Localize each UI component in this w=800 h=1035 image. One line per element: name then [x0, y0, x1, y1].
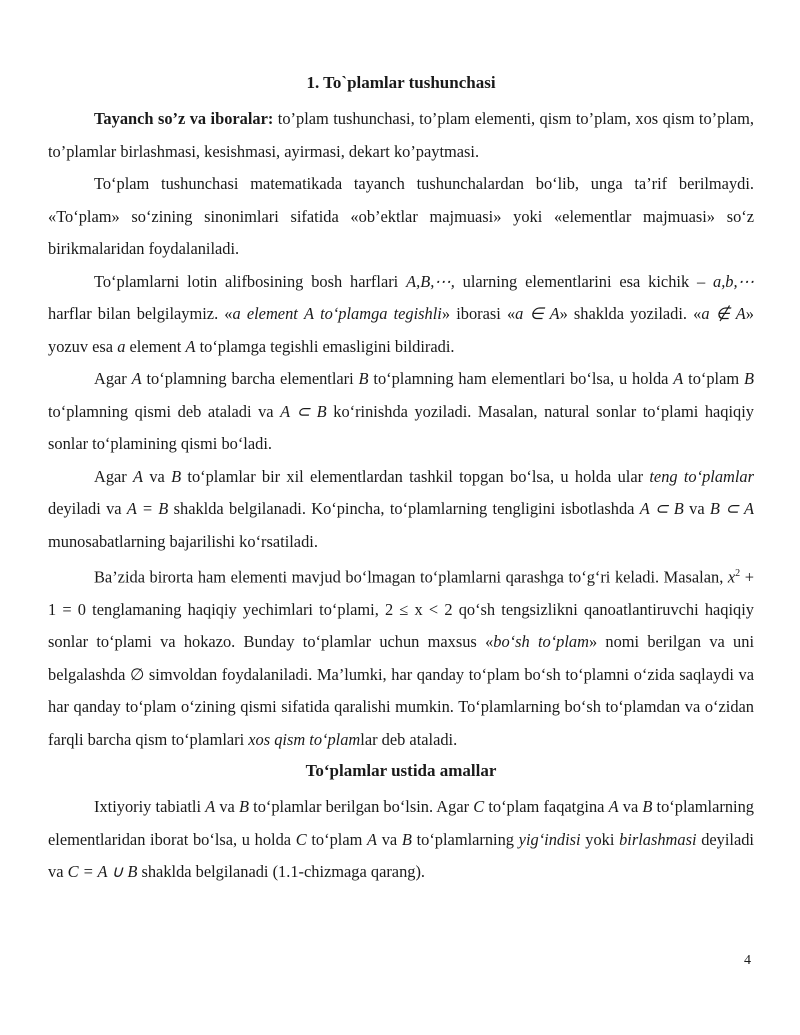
- text: to‘plamlarning: [411, 829, 519, 849]
- text: » nomi berilgan va uni belgalashda: [48, 632, 755, 684]
- math-expression: A: [185, 336, 196, 356]
- math-expression: + 1 = 0: [48, 567, 754, 619]
- italic-text: yig‘indisi: [518, 829, 581, 849]
- italic-text: bo‘sh to‘plam: [493, 632, 589, 652]
- text: » shaklda yoziladi. «: [559, 304, 702, 323]
- math-expression: A: [367, 829, 378, 849]
- italic-text: xos qism to‘plam: [248, 729, 361, 749]
- text: shaklda belgilanadi. Ko‘pincha, to‘plamlarning tengligini isbotlashda: [168, 499, 640, 518]
- text: Agar: [94, 466, 134, 486]
- text: to‘plamga tegishli emasligini bildiradi.: [195, 336, 455, 356]
- paragraph-notation: [48, 266, 754, 364]
- math-expression: A,B,⋯,: [406, 271, 455, 291]
- text: Ixtiyoriy tabiatli: [94, 797, 206, 817]
- math-expression: x: [727, 567, 736, 587]
- text: deyiladi va: [48, 829, 754, 882]
- text: va: [215, 797, 239, 817]
- text: to‘plamlar berilgan bo‘lsin. Agar: [249, 797, 474, 817]
- page-number: 4: [744, 953, 751, 968]
- text: Ba’zida birorta ham elementi mavjud bo‘lmagan to‘plamlarni qarashga to‘g‘ri keladi. Masalan,: [94, 567, 728, 587]
- text: to‘plamning qismi deb ataladi va: [48, 401, 281, 421]
- italic-text: element: [240, 304, 304, 323]
- text: shaklda belgilanadi (1.1-chizmaga qarang).: [137, 862, 426, 882]
- text: » yozuv esa: [48, 304, 754, 356]
- text: lar deb ataladi.: [360, 729, 458, 749]
- math-expression: A = B: [126, 499, 169, 518]
- paragraph-union: [48, 791, 754, 889]
- text: deyiladi va: [48, 499, 127, 518]
- text: to‘plamning ham elementlari bo‘lsa, u holda: [368, 369, 674, 388]
- text: va: [143, 466, 172, 486]
- math-expression: a ∉ A: [701, 304, 746, 323]
- text: va: [618, 797, 643, 817]
- keywords-label: Tayanch so’z va iboralar:: [94, 109, 274, 128]
- text: simvoldan foydalaniladi. Ma’lumki, har qanday to‘plam bo‘sh to‘plamni o‘zida saqlaydi va har qanday to‘plam o‘zining qismi sifatida qaralishi mumkin. To‘plamlarning bo‘sh to‘plamdan va o‘zidan farqli barcha qism to‘plamlari: [48, 664, 754, 749]
- math-expression: C = A ∪ B: [67, 862, 138, 882]
- math-expression: B: [743, 369, 754, 388]
- text: element: [125, 336, 186, 356]
- text: to‘plamlar bir xil elementlardan tashkil topgan bo‘lsa, u holda ular: [181, 466, 650, 486]
- text: to‘plam: [306, 829, 368, 849]
- text: » iborasi «: [441, 304, 516, 323]
- paragraph-empty-set: [48, 558, 754, 756]
- text: qo‘sh tengsizlikni qanoatlantiruvchi haqiqiy sonlar to‘plami va hokazo. Bunday to‘plamlar uchun maxsus «: [48, 599, 754, 652]
- paragraph-subset: [48, 363, 754, 461]
- text: To‘plamlarni lotin alifbosining bosh harflari: [94, 271, 407, 291]
- subsection-heading: To‘plamlar ustida amallar: [305, 761, 497, 781]
- italic-text: teng to‘plamlar: [649, 466, 754, 486]
- math-expression: A ⊂ B: [280, 401, 327, 421]
- math-expression: B: [401, 829, 412, 849]
- italic-text: birlashmasi: [619, 829, 697, 849]
- paragraph-equal-sets: [48, 461, 754, 559]
- math-expression: A: [608, 797, 619, 817]
- text: to‘plam faqatgina: [484, 797, 609, 817]
- italic-text: to‘plamga tegishli: [313, 304, 442, 323]
- text: harflar bilan belgilaymiz. «: [48, 304, 233, 323]
- math-expression: A: [205, 797, 216, 817]
- math-expression: a ∈ A: [515, 304, 560, 323]
- text: to‘plamlarning elementlaridan iborat bo‘lsa, u holda: [48, 797, 754, 849]
- paragraph-set-definition: To‘plam tushunchasi matematikada tayanch tushunchalardan bo‘lib, unga ta’rif berilmaydi. «To‘plam» so‘zining sinonimlari sifatida «ob’ektlar majmuasi» yoki «elementlar majmuasi» so‘z birikmalaridan foydalaniladi.: [48, 174, 754, 258]
- math-superscript: 2: [735, 568, 741, 579]
- text: munosabatlarning bajarilishi ko‘rsatiladi.: [48, 531, 318, 551]
- text: ko‘rinishda yoziladi. Masalan, natural sonlar to‘plami haqiqiy sonlar to‘plamining qismi bo‘ladi.: [48, 401, 754, 453]
- math-expression: a,b,⋯: [713, 271, 754, 291]
- math-expression: A: [303, 304, 314, 323]
- math-expression: B: [238, 797, 249, 817]
- text: to‘plamning barcha elementlari: [141, 369, 359, 388]
- math-expression: A: [133, 466, 144, 486]
- keywords-text: to’plam tushunchasi, to’plam elementi, qism to’plam, xos qism to’plam, to’plamlar birlashmasi, kesishmasi, ayirmasi, dekart ko’paytmasi.: [48, 109, 754, 161]
- text: tenglamaning haqiqiy yechimlari to‘plami,: [86, 599, 385, 619]
- math-expression: B: [358, 369, 369, 388]
- text: Agar: [94, 369, 132, 388]
- text: ularning elementlarini esa kichik –: [454, 271, 714, 291]
- math-expression: 2 ≤ x < 2: [384, 599, 453, 619]
- text: to‘plam: [683, 369, 744, 388]
- section-heading: 1. To`plamlar tushunchasi: [306, 73, 496, 92]
- math-expression: a: [232, 304, 241, 323]
- math-expression: B: [171, 466, 182, 486]
- empty-set-symbol: ∅: [129, 664, 145, 684]
- math-expression: C: [473, 797, 485, 817]
- math-expression: C: [295, 829, 307, 849]
- math-expression: B: [642, 797, 653, 817]
- math-expression: A ⊂ B: [639, 499, 684, 518]
- keywords-paragraph: [48, 103, 754, 168]
- math-expression: A: [131, 369, 142, 388]
- text: yoki: [580, 829, 620, 849]
- math-expression: a: [117, 336, 126, 356]
- text: va: [377, 829, 402, 849]
- document-page: [48, 72, 754, 889]
- math-expression: B ⊂ A: [709, 499, 755, 518]
- text: va: [683, 499, 710, 518]
- math-expression: A: [673, 369, 684, 388]
